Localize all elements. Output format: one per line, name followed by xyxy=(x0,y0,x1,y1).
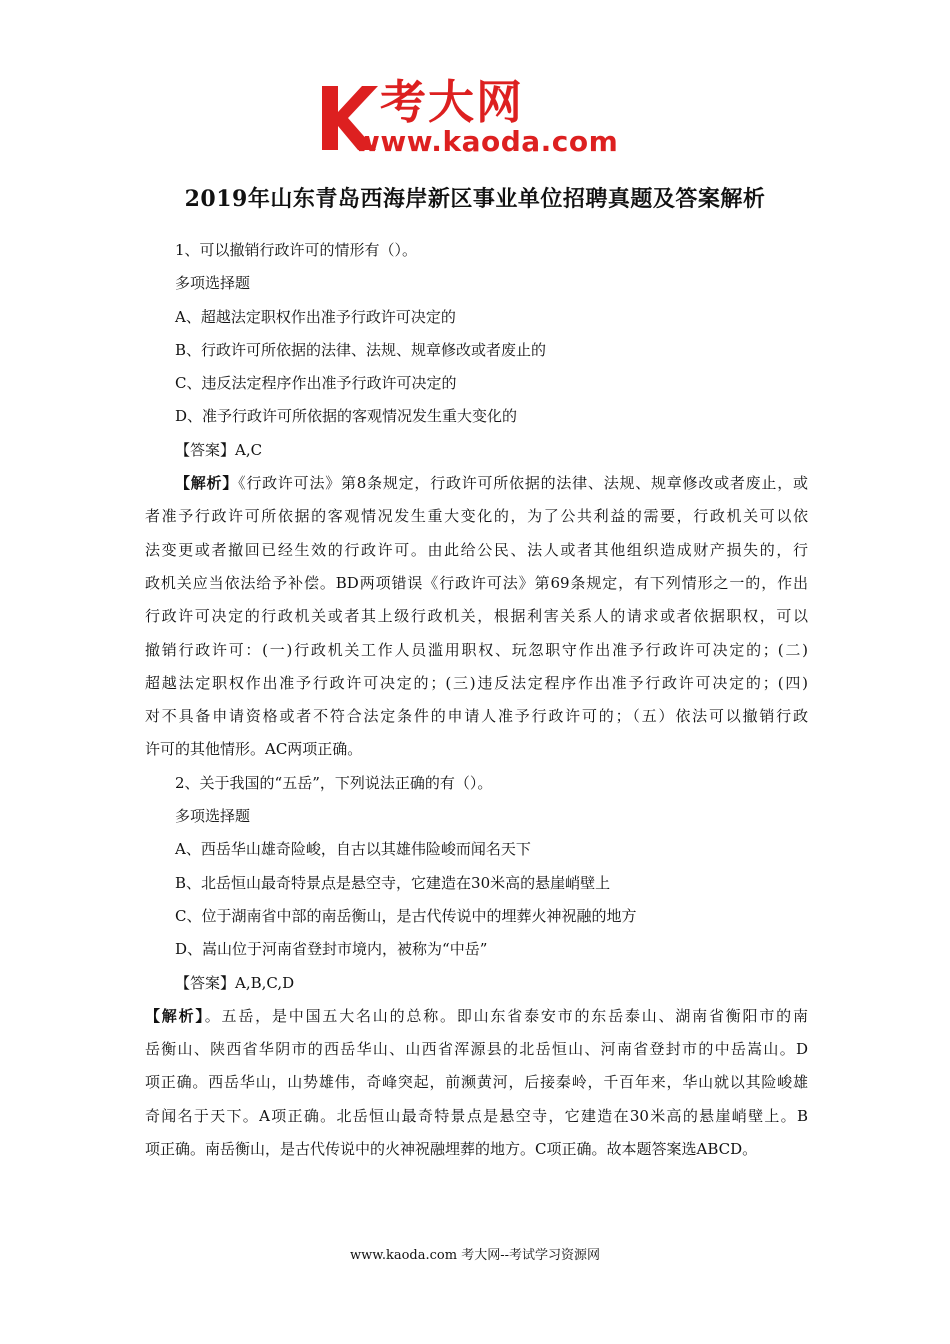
q2-stem: 2、关于我国的“五岳”，下列说法正确的有（）。 xyxy=(175,773,493,792)
q2-option-a: A、西岳华山雄奇险峻，自古以其雄伟险峻而闻名天下 xyxy=(175,840,531,859)
answer-value: A,C xyxy=(235,440,263,459)
q1-option-d: D、准予行政许可所依据的客观情况发生重大变化的 xyxy=(175,407,518,426)
q1-option-b: B、行政许可所依据的法律、法规、规章修改或者废止的 xyxy=(175,340,547,359)
q2-analysis-line: 项正确。南岳衡山，是古代传说中的火神祝融埋葬的地方。C项正确。故本题答案选ABCD。 xyxy=(145,1140,758,1159)
q1-analysis-line: 法变更或者撤回已经生效的行政许可。由此给公民、法人或者其他组织造成财产损失的，行 xyxy=(145,540,808,559)
q2-analysis-line: 【解析】。五岳，是中国五大名山的总称。即山东省泰安市的东岳泰山、湖南省衡阳市的南 xyxy=(145,1006,808,1025)
q1-analysis-line: 对不具备申请资格或者不符合法定条件的申请人准予行政许可的；（五）依法可以撤销行政 xyxy=(145,707,808,726)
analysis-label: 【解析】 xyxy=(145,1006,205,1025)
answer-label: 【答案】 xyxy=(175,440,236,459)
q2-option-c: C、位于湖南省中部的南岳衡山，是古代传说中的埋葬火神祝融的地方 xyxy=(175,906,637,925)
page-title: 2019年山东青岛西海岸新区事业单位招聘真题及答案解析 xyxy=(184,186,766,212)
q1-stem: 1、可以撤销行政许可的情形有（）。 xyxy=(175,241,418,259)
q1-option-a: A、超越法定职权作出准予行政许可决定的 xyxy=(175,307,456,326)
q1-option-c: C、违反法定程序作出准予行政许可决定的 xyxy=(175,374,457,393)
q1-analysis-line: 超越法定职权作出准予行政许可决定的；(三)违反法定程序作出准予行政许可决定的；(四) xyxy=(145,673,808,692)
q2-analysis-line: 奇闻名于天下。A项正确。北岳恒山最奇特景点是悬空寺，它建造在30米高的悬崖峭壁上。B xyxy=(145,1106,808,1125)
q2-answer xyxy=(145,967,808,1000)
q1-analysis-line: 者准予行政许可所依据的客观情况发生重大变化的，为了公共利益的需要，行政机关可以依 xyxy=(145,507,808,526)
page-footer: www.kaoda.com 考大网--考试学习资源网 xyxy=(350,1248,600,1263)
q2-type: 多项选择题 xyxy=(175,807,251,826)
q1-type: 多项选择题 xyxy=(175,274,251,293)
q1-analysis-line: 【解析】《行政许可法》第8条规定，行政许可所依据的法律、法规、规章修改或者废止，或 xyxy=(175,474,808,493)
document-body xyxy=(145,234,808,1166)
q2-option-d: D、嵩山位于河南省登封市境内，被称为“中岳” xyxy=(175,940,488,959)
answer-label: 【答案】 xyxy=(175,973,236,992)
kaoda-logo xyxy=(318,75,638,160)
brand-url: www.kaoda.com xyxy=(354,125,619,158)
q1-analysis-line: 政机关应当依法给予补偿。BD两项错误《行政许可法》第69条规定，有下列情形之一的，作出 xyxy=(145,573,808,592)
q2-option-b: B、北岳恒山最奇特景点是悬空寺，它建造在30米高的悬崖峭壁上 xyxy=(175,873,611,892)
q2-analysis-line: 项正确。西岳华山，山势雄伟，奇峰突起，前濒黄河，后接秦岭，千百年来，华山就以其险峻雄 xyxy=(145,1073,808,1092)
q1-analysis-line: 撤销行政许可：(一)行政机关工作人员滥用职权、玩忽职守作出准予行政许可决定的；(二) xyxy=(145,640,808,659)
brand-name: 考大网 xyxy=(380,75,524,129)
answer-value: A,B,C,D xyxy=(235,973,295,992)
q1-answer xyxy=(145,434,808,467)
q1-analysis-line: 许可的其他情形。AC两项正确。 xyxy=(145,740,363,759)
q1-analysis-line: 行政许可决定的行政机关或者其上级行政机关，根据利害关系人的请求或者依据职权，可以 xyxy=(145,607,808,626)
q2-analysis-line: 岳衡山、陕西省华阴市的西岳华山、山西省浑源县的北岳恒山、河南省登封市的中岳嵩山。D xyxy=(145,1040,808,1059)
analysis-label: 【解析】 xyxy=(175,474,239,493)
